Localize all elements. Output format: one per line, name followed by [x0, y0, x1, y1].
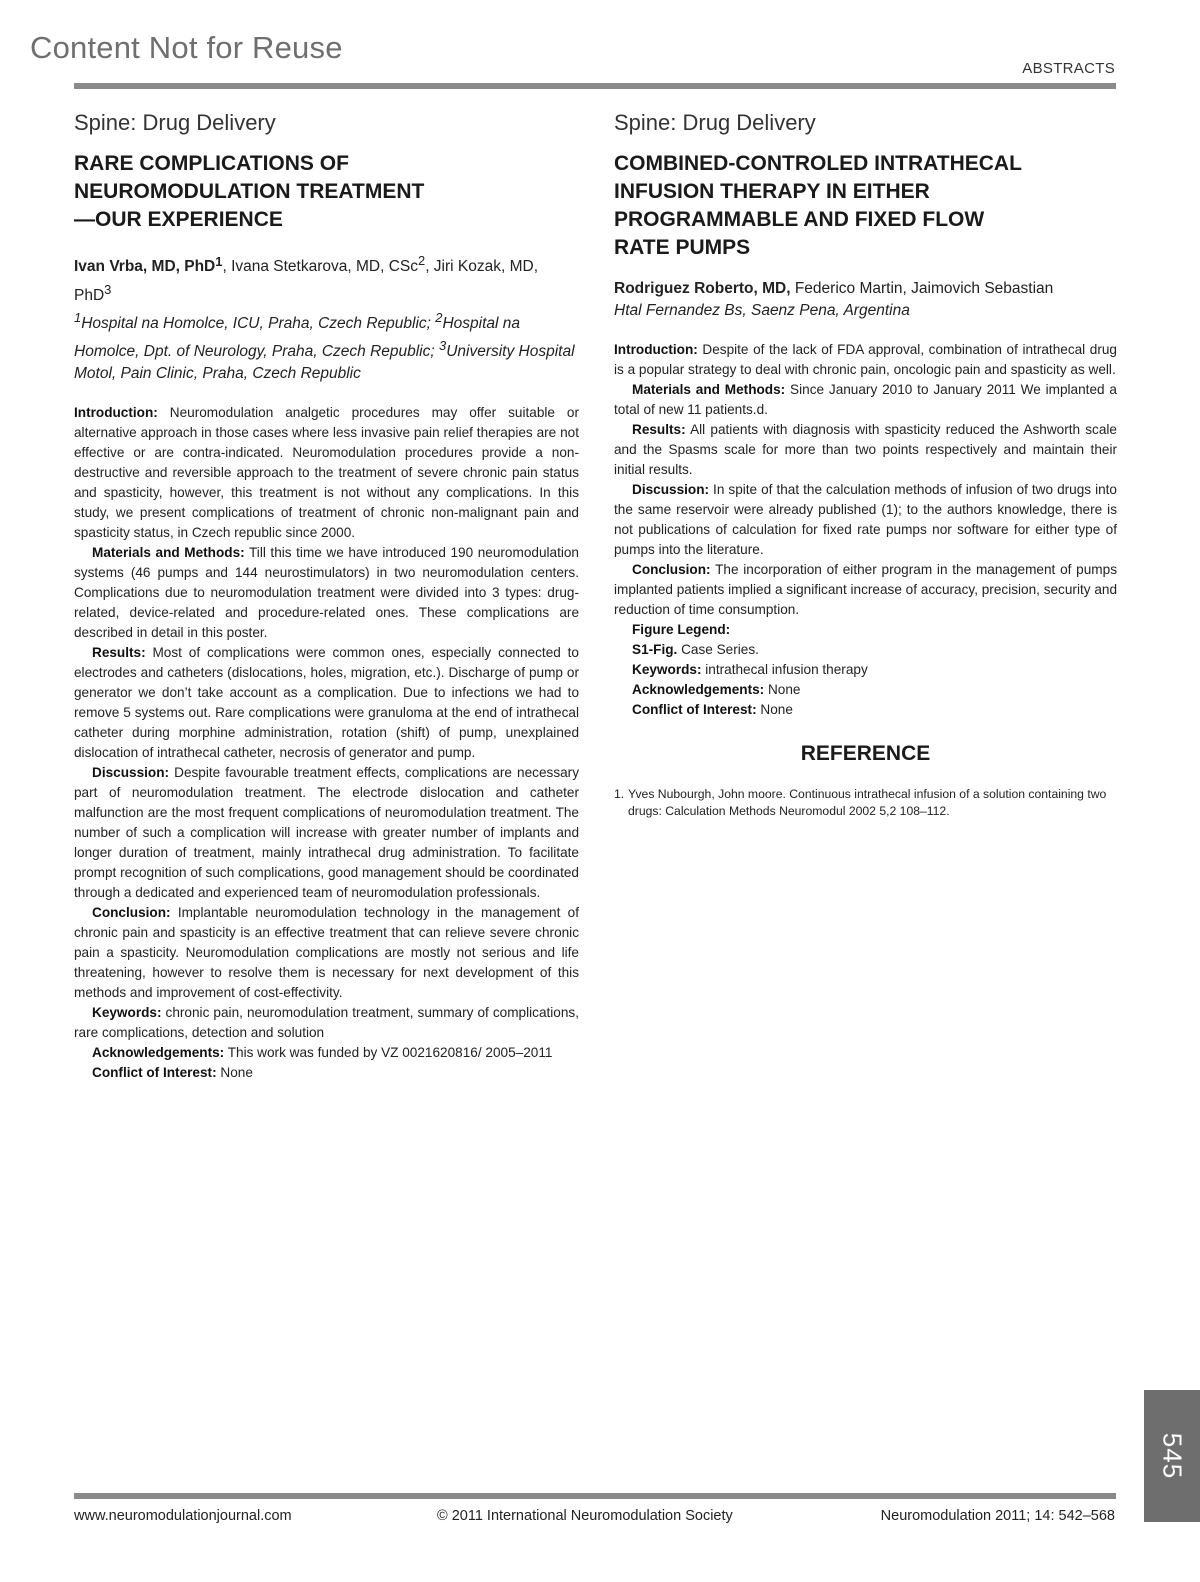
left-results — [74, 643, 579, 763]
right-conclusion — [614, 560, 1117, 620]
right-title-line: RATE PUMPS — [614, 236, 751, 260]
left-lead-author-sup: 1 — [215, 253, 223, 269]
right-figure-legend-label: Figure Legend: — [632, 622, 731, 638]
section-label: ABSTRACTS — [1022, 60, 1115, 77]
right-discussion — [614, 480, 1117, 560]
right-figure-legend — [614, 620, 1117, 640]
left-title — [74, 150, 579, 234]
right-discussion-label: Discussion: — [632, 482, 710, 498]
right-title-line: INFUSION THERAPY IN EITHER — [614, 180, 930, 204]
right-acknowledgements — [614, 680, 1117, 700]
right-authors — [614, 278, 1117, 300]
right-affiliation: Htal Fernandez Bs, Saenz Pena, Argentina — [614, 302, 910, 320]
right-keywords — [614, 660, 1117, 680]
left-author-rest-2: , Jiri Kozak, MD, PhD — [74, 258, 539, 304]
right-conclusion-label: Conclusion: — [632, 562, 711, 578]
left-conflict-of-interest — [74, 1063, 579, 1083]
right-intro-label: Introduction: — [614, 342, 698, 358]
left-methods — [74, 543, 579, 643]
right-coi-label: Conflict of Interest: — [632, 702, 757, 718]
left-ack-label: Acknowledgements: — [92, 1045, 225, 1061]
footer-citation: Neuromodulation 2011; 14: 542–568 — [880, 1508, 1115, 1524]
left-methods-text: Till this time we have introduced 190 neuromodulation systems (46 pumps and 144 neurostimulators) in two neuromodulation centers. Complications due to neuromodulation treatment were divided into 3 types: drug-related, device-related and procedure-related ones. These complications are described in detail in this poster. — [74, 545, 579, 641]
left-ack-text: This work was funded by VZ 0021620816/ 2005–2011 — [224, 1045, 553, 1061]
left-author-sup-2: 2 — [418, 253, 426, 269]
reference-heading: REFERENCE — [800, 742, 931, 766]
left-results-text: Most of complications were common ones, especially connected to electrodes and catheters (dislocations, holes, migration, etc.). Discharge of pump or generator we don’t take account as a complication. Due to infections we had to remove 5 systems out. Rare complications were granuloma at the end of intrathecal catheter during morphine administration, rotation (shift) of pump, unexplained dislocation of intrathecal catheter, necrosis of generator and pump. — [74, 645, 579, 761]
left-acknowledgements — [74, 1043, 579, 1063]
left-title-line: RARE COMPLICATIONS OF — [74, 152, 349, 176]
reference-text: Yves Nubourgh, John moore. Continuous intrathecal infusion of a solution containing two drugs: Calculation Methods Neuromodul 2002 5,2 108–112. — [628, 787, 1107, 819]
right-s1-text: Case Series. — [677, 642, 759, 658]
left-affil-1: Hospital na Homolce, ICU, Praha, Czech Republic; — [81, 314, 436, 332]
right-s1-label: S1-Fig. — [632, 642, 678, 658]
right-author-rest: Federico Martin, Jaimovich Sebastian — [790, 280, 1054, 298]
right-abstract — [614, 110, 1117, 820]
bottom-rule — [74, 1493, 1116, 1499]
left-author-sup-3: 3 — [104, 281, 112, 297]
right-coi-text: None — [756, 702, 793, 718]
right-intro-text: Despite of the lack of FDA approval, combination of intrathecal drug is a popular strategy to deal with chronic pain, oncologic pain and spasticity as well. — [614, 342, 1117, 378]
left-results-label: Results: — [92, 645, 146, 661]
left-conclusion — [74, 903, 579, 1003]
right-introduction — [614, 340, 1117, 380]
left-coi-label: Conflict of Interest: — [92, 1065, 217, 1081]
left-affil-3: University Hospital Motol, Pain Clinic, Praha, Czech Republic — [74, 343, 575, 383]
left-abstract — [74, 110, 579, 1083]
left-affil-sup-1: 1 — [74, 309, 82, 325]
left-title-line: NEUROMODULATION TREATMENT — [74, 180, 425, 204]
left-category: Spine: Drug Delivery — [74, 110, 276, 135]
top-rule — [74, 83, 1116, 89]
right-keywords-label: Keywords: — [632, 662, 702, 678]
left-discussion — [74, 763, 579, 903]
left-lead-author: Ivan Vrba, MD, PhD — [74, 258, 216, 276]
right-methods-label: Materials and Methods: — [632, 382, 786, 398]
right-results — [614, 420, 1117, 480]
right-title-line: COMBINED-CONTROLED INTRATHECAL — [614, 152, 1022, 176]
left-discussion-label: Discussion: — [92, 765, 170, 781]
right-title — [614, 150, 1117, 262]
left-title-line: —OUR EXPERIENCE — [74, 208, 283, 232]
right-s1-fig — [614, 640, 1117, 660]
left-introduction — [74, 403, 579, 543]
left-affil-2: Hospital na Homolce, Dpt. of Neurology, Praha, Czech Republic; — [74, 314, 520, 361]
right-keywords-text: intrathecal infusion therapy — [701, 662, 868, 678]
left-keywords-text: chronic pain, neuromodulation treatment, summary of complications, rare complications, detection and solution — [74, 1005, 579, 1041]
left-affiliations — [74, 307, 579, 385]
left-methods-label: Materials and Methods: — [92, 545, 245, 561]
right-discussion-text: In spite of that the calculation methods of infusion of two drugs into the same reservoir were already published (1); to the authors knowledge, there is not publications of calculation for fixed rate pumps nor software for either type of pumps into the literature. — [614, 482, 1117, 558]
right-lead-author: Rodriguez Roberto, MD, — [614, 280, 791, 298]
left-keywords-label: Keywords: — [92, 1005, 162, 1021]
left-conclusion-label: Conclusion: — [92, 905, 171, 921]
left-author-rest-1: , Ivana Stetkarova, MD, CSc — [222, 258, 418, 276]
right-conclusion-text: The incorporation of either program in the management of pumps implanted patients implied a significant increase of accuracy, precision, security and reduction of time consumption. — [614, 562, 1117, 618]
footer-website[interactable]: www.neuromodulationjournal.com — [74, 1508, 292, 1524]
reference-item — [614, 786, 1117, 820]
watermark: Content Not for Reuse — [30, 30, 343, 65]
right-ack-label: Acknowledgements: — [632, 682, 765, 698]
right-results-label: Results: — [632, 422, 686, 438]
left-affil-sup-3: 3 — [439, 337, 447, 353]
right-results-text: All patients with diagnosis with spasticity reduced the Ashworth scale and the Spasms scale for more than two points respectively and maintain their initial results. — [614, 422, 1117, 478]
right-ack-text: None — [764, 682, 801, 698]
right-title-line: PROGRAMMABLE AND FIXED FLOW — [614, 208, 985, 232]
left-intro-text: Neuromodulation analgetic procedures may offer suitable or alternative approach in those cases where less invasive pain relief therapies are not effective or are contra-indicated. Neuromodulation procedures provide a non-destructive and reversible approach to the treatment of severe chronic pain status and spasticity, however, this treatment is not without any complications. In this study, we present complications of treatment of chronic non-malignant pain and spasticity status, in Czech republic since 2000. — [74, 405, 579, 541]
left-keywords — [74, 1003, 579, 1043]
left-conclusion-text: Implantable neuromodulation technology in the management of chronic pain and spasticity is an effective treatment that can relieve severe chronic pain a spasticity. Neuromodulation complications are mostly not serious and life threatening, however to resolve them is necessary for next development of this methods and improvement of cost-effectivity. — [74, 905, 579, 1001]
page-number-tab — [1144, 1390, 1200, 1522]
left-affil-sup-2: 2 — [435, 309, 443, 325]
left-coi-text: None — [216, 1065, 253, 1081]
right-methods — [614, 380, 1117, 420]
footer-copyright: © 2011 International Neuromodulation Society — [437, 1508, 733, 1524]
right-methods-text: Since January 2010 to January 2011 We implanted a total of new 11 patients.d. — [614, 382, 1117, 418]
left-intro-label: Introduction: — [74, 405, 158, 421]
right-category: Spine: Drug Delivery — [614, 110, 816, 135]
left-authors — [74, 250, 579, 306]
reference-number: 1. — [614, 787, 625, 802]
page-number: 545 — [1157, 1432, 1188, 1480]
left-discussion-text: Despite favourable treatment effects, complications are necessary part of neuromodulation treatment. The electrode dislocation and catheter malfunction are the most frequent complications of neuromodulation treatment. The number of such a complication will increase with greater number of implants and longer duration of treatment, mainly intrathecal drug administration. To facilitate prompt recognition of such complications, good management should be coordinated through a dedicated and experienced team of neuromodulation professionals. — [74, 765, 579, 901]
right-conflict-of-interest — [614, 700, 1117, 720]
